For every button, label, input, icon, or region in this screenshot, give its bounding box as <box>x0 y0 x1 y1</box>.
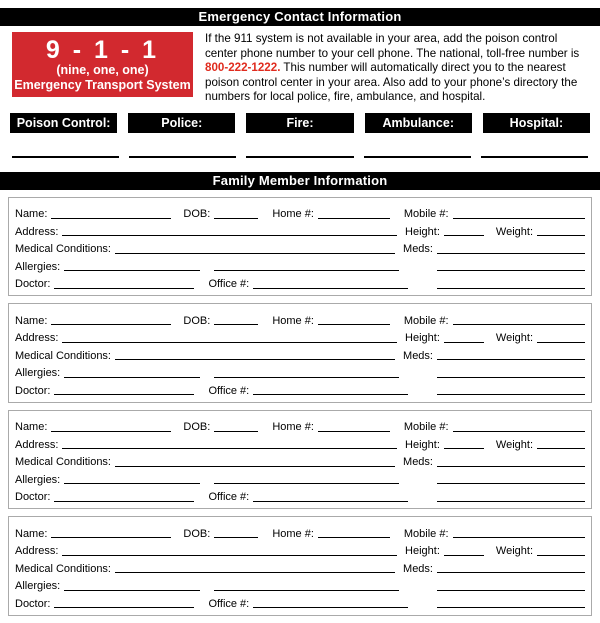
hospital-fill-line <box>481 156 588 158</box>
dob-label: DOB: <box>183 527 211 540</box>
medical-conditions-fill-line <box>115 572 395 573</box>
member-row-name <box>15 310 585 328</box>
weight-label: Weight: <box>495 225 533 238</box>
family-member-block <box>8 516 592 616</box>
allergies-fill-line <box>64 483 200 484</box>
name-fill-line <box>51 537 171 538</box>
mobile-phone-label: Mobile #: <box>403 421 449 434</box>
mobile-phone-label: Mobile #: <box>403 314 449 327</box>
emergency-header-title: Emergency Contact Information <box>198 9 402 24</box>
dob-label: DOB: <box>183 208 211 221</box>
office-phone-fill-line <box>253 501 408 502</box>
home-phone-fill-line <box>318 537 390 538</box>
contact-labels-row <box>10 113 590 133</box>
name-fill-line <box>51 324 171 325</box>
member-row-address <box>15 541 585 559</box>
member-row-allergies <box>15 576 585 594</box>
weight-label: Weight: <box>495 332 533 345</box>
meds-fill-line <box>437 466 585 467</box>
allergies-label: Allergies: <box>15 260 61 273</box>
medical-conditions-label: Medical Conditions: <box>15 349 111 362</box>
mobile-phone-fill-line <box>453 324 585 325</box>
allergies-extra-fill-line <box>214 590 399 591</box>
family-member-blocks <box>8 197 592 616</box>
weight-fill-line <box>537 448 585 449</box>
911-box <box>12 32 193 97</box>
member-row-allergies <box>15 256 585 274</box>
member-row-doctor <box>15 487 585 505</box>
instructions-text-after: This number will automatically direct you to the nearest poison control center in your area. Also add to your phone’s directory the numbers for local police, fire, ambulance, and hospital. <box>205 61 578 104</box>
poison-control-fill-line <box>12 156 119 158</box>
emergency-header-bar <box>0 8 600 26</box>
name-label: Name: <box>15 314 48 327</box>
medical-conditions-label: Medical Conditions: <box>15 456 111 469</box>
member-row-allergies <box>15 469 585 487</box>
address-label: Address: <box>15 332 59 345</box>
office-phone-label: Office #: <box>208 491 250 504</box>
dob-label: DOB: <box>183 314 211 327</box>
height-label: Height: <box>405 225 440 238</box>
name-label: Name: <box>15 527 48 540</box>
medical-conditions-fill-line <box>115 466 395 467</box>
allergies-label: Allergies: <box>15 367 61 380</box>
dob-fill-line <box>214 324 258 325</box>
doctor-label: Doctor: <box>15 278 51 291</box>
family-header-bar <box>0 172 600 190</box>
mobile-phone-fill-line <box>453 218 585 219</box>
doctor-fill-line <box>54 501 194 502</box>
name-label: Name: <box>15 208 48 221</box>
911-subtitle: (nine, one, one) <box>56 63 149 78</box>
medical-conditions-fill-line <box>115 253 395 254</box>
address-fill-line <box>62 342 397 343</box>
dob-fill-line <box>214 218 258 219</box>
dob-label: DOB: <box>183 421 211 434</box>
member-row-doctor <box>15 380 585 398</box>
doctor-label: Doctor: <box>15 597 51 610</box>
member-row-medical <box>15 558 585 576</box>
dob-fill-line <box>214 537 258 538</box>
address-fill-line <box>62 555 397 556</box>
allergies-fill-line <box>64 590 200 591</box>
meds-extra-fill-line-1 <box>437 590 585 591</box>
name-label: Name: <box>15 421 48 434</box>
911-number: 9 - 1 - 1 <box>45 36 160 64</box>
member-row-name <box>15 204 585 222</box>
member-row-doctor <box>15 593 585 611</box>
member-row-medical <box>15 239 585 257</box>
doctor-fill-line <box>54 394 194 395</box>
height-fill-line <box>444 448 484 449</box>
member-row-doctor <box>15 274 585 292</box>
allergies-extra-fill-line <box>214 483 399 484</box>
member-row-address <box>15 434 585 452</box>
mobile-phone-label: Mobile #: <box>403 527 449 540</box>
poison-control-phone-number: 800-222-1222. <box>205 61 281 75</box>
home-phone-label: Home #: <box>272 208 314 221</box>
doctor-label: Doctor: <box>15 491 51 504</box>
address-label: Address: <box>15 438 59 451</box>
allergies-label: Allergies: <box>15 473 61 486</box>
contact-fill-lines-row <box>12 156 588 158</box>
contact-label-fire: Fire: <box>246 113 353 133</box>
police-fill-line <box>129 156 236 158</box>
instructions-paragraph <box>205 32 590 105</box>
family-member-block <box>8 410 592 510</box>
contact-label-ambulance: Ambulance: <box>365 113 472 133</box>
weight-label: Weight: <box>495 545 533 558</box>
allergies-fill-line <box>64 270 200 271</box>
medical-conditions-label: Medical Conditions: <box>15 562 111 575</box>
instructions-text-before: If the 911 system is not available in your area, add the poison control center phone number to your cell phone. The national, toll-free number is <box>205 32 580 60</box>
meds-label: Meds: <box>403 456 433 469</box>
address-fill-line <box>62 448 397 449</box>
address-label: Address: <box>15 225 59 238</box>
intro-section <box>12 32 590 105</box>
meds-extra-fill-line-2 <box>437 501 585 502</box>
doctor-fill-line <box>54 288 194 289</box>
family-member-block <box>8 197 592 297</box>
family-member-block <box>8 303 592 403</box>
office-phone-label: Office #: <box>208 597 250 610</box>
address-label: Address: <box>15 545 59 558</box>
member-row-name <box>15 523 585 541</box>
mobile-phone-fill-line <box>453 537 585 538</box>
height-fill-line <box>444 235 484 236</box>
mobile-phone-label: Mobile #: <box>403 208 449 221</box>
meds-extra-fill-line-1 <box>437 377 585 378</box>
meds-extra-fill-line-2 <box>437 607 585 608</box>
office-phone-fill-line <box>253 607 408 608</box>
allergies-extra-fill-line <box>214 377 399 378</box>
meds-label: Meds: <box>403 243 433 256</box>
height-label: Height: <box>405 332 440 345</box>
office-phone-label: Office #: <box>208 384 250 397</box>
family-header-title: Family Member Information <box>212 172 388 188</box>
dob-fill-line <box>214 431 258 432</box>
address-fill-line <box>62 235 397 236</box>
member-row-allergies <box>15 363 585 381</box>
meds-fill-line <box>437 359 585 360</box>
office-phone-fill-line <box>253 288 408 289</box>
name-fill-line <box>51 218 171 219</box>
member-row-medical <box>15 452 585 470</box>
home-phone-label: Home #: <box>272 314 314 327</box>
member-row-medical <box>15 345 585 363</box>
contact-label-poison-control: Poison Control: <box>10 113 117 133</box>
medical-conditions-label: Medical Conditions: <box>15 243 111 256</box>
height-fill-line <box>444 555 484 556</box>
office-phone-label: Office #: <box>208 278 250 291</box>
ambulance-fill-line <box>364 156 471 158</box>
meds-label: Meds: <box>403 562 433 575</box>
meds-extra-fill-line-2 <box>437 288 585 289</box>
meds-label: Meds: <box>403 349 433 362</box>
office-phone-fill-line <box>253 394 408 395</box>
meds-extra-fill-line-1 <box>437 270 585 271</box>
member-row-name <box>15 417 585 435</box>
allergies-label: Allergies: <box>15 580 61 593</box>
weight-fill-line <box>537 235 585 236</box>
mobile-phone-fill-line <box>453 431 585 432</box>
height-fill-line <box>444 342 484 343</box>
allergies-fill-line <box>64 377 200 378</box>
height-label: Height: <box>405 545 440 558</box>
doctor-label: Doctor: <box>15 384 51 397</box>
meds-extra-fill-line-2 <box>437 394 585 395</box>
weight-fill-line <box>537 342 585 343</box>
home-phone-label: Home #: <box>272 421 314 434</box>
member-row-address <box>15 328 585 346</box>
home-phone-fill-line <box>318 324 390 325</box>
member-row-address <box>15 221 585 239</box>
home-phone-fill-line <box>318 218 390 219</box>
meds-fill-line <box>437 253 585 254</box>
fire-fill-line <box>246 156 353 158</box>
medical-conditions-fill-line <box>115 359 395 360</box>
meds-extra-fill-line-1 <box>437 483 585 484</box>
weight-fill-line <box>537 555 585 556</box>
home-phone-fill-line <box>318 431 390 432</box>
911-caption: Emergency Transport System <box>14 77 191 92</box>
home-phone-label: Home #: <box>272 527 314 540</box>
contact-label-hospital: Hospital: <box>483 113 590 133</box>
contact-label-police: Police: <box>128 113 235 133</box>
allergies-extra-fill-line <box>214 270 399 271</box>
meds-fill-line <box>437 572 585 573</box>
weight-label: Weight: <box>495 438 533 451</box>
doctor-fill-line <box>54 607 194 608</box>
height-label: Height: <box>405 438 440 451</box>
name-fill-line <box>51 431 171 432</box>
